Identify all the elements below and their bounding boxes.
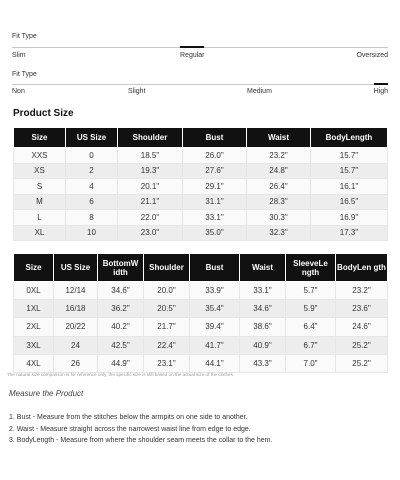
measure-item-body-length: 3. BodyLength - Measure from where the shoulder seam meets the collar to the hem. — [9, 437, 273, 444]
table-cell: 8 — [66, 210, 118, 226]
table-cell: 36.2" — [98, 300, 144, 318]
size-disclaimer-note: The natural size comparison is for reference only, the specific size is still based on the actual size of the clothes. — [7, 372, 235, 377]
size-table-plus — [13, 253, 388, 373]
table-cell: 41.7" — [190, 336, 240, 354]
table-cell: 15.7" — [311, 148, 388, 164]
table-row — [14, 318, 388, 336]
fit-scale-line — [12, 84, 388, 85]
fit-option-non: Non — [12, 88, 25, 95]
table-cell: 21.7" — [144, 318, 190, 336]
table-cell: 42.5" — [98, 336, 144, 354]
table-cell: 6.7" — [286, 336, 336, 354]
table-cell: 16.5" — [311, 194, 388, 210]
table-cell: 1XL — [14, 300, 54, 318]
fit-type-label: Fit Type — [12, 71, 37, 78]
table-cell: 17.3" — [311, 225, 388, 241]
table-cell: 22.4" — [144, 336, 190, 354]
table-cell: S — [14, 179, 66, 195]
fit-type-stretch — [0, 65, 400, 100]
table-header-row — [14, 128, 388, 148]
table-cell: XS — [14, 163, 66, 179]
table-cell: M — [14, 194, 66, 210]
table-cell: 20/22 — [54, 318, 98, 336]
table-cell: 16.1" — [311, 179, 388, 195]
table-cell: 26.0" — [183, 148, 247, 164]
table-cell: XL — [14, 225, 66, 241]
table-cell: 20.5" — [144, 300, 190, 318]
table-cell: 27.6" — [183, 163, 247, 179]
header-body-length: BodyLength — [311, 128, 388, 148]
measure-item-waist: 2. Waist - Measure straight across the narrowest waist line from edge to edge. — [9, 425, 251, 433]
fit-type-slim-regular-oversized — [0, 0, 400, 65]
table-cell: 23.2" — [336, 282, 388, 300]
product-size-title: Product Size — [13, 108, 74, 119]
table-cell: 7.0" — [286, 354, 336, 372]
table-cell: 24.6" — [336, 318, 388, 336]
table-cell: 19.3" — [118, 163, 183, 179]
header-waist: Waist — [247, 128, 311, 148]
fit-option-slim: Slim — [12, 52, 26, 59]
fit-type-label: Fit Type — [12, 33, 37, 40]
table-cell: 34.6" — [98, 282, 144, 300]
fit-option-regular: Regular — [180, 52, 205, 59]
table-cell: 23.1" — [144, 354, 190, 372]
table-cell: 44.9" — [98, 354, 144, 372]
table-cell: 6.4" — [286, 318, 336, 336]
header-sleeve-length: SleeveLe ngth — [286, 254, 336, 282]
table-header-row — [14, 254, 388, 282]
table-cell: 4 — [66, 179, 118, 195]
table-cell: 40.2" — [98, 318, 144, 336]
table-cell: 44.1" — [190, 354, 240, 372]
table-cell: 25.2" — [336, 336, 388, 354]
table-cell: 2XL — [14, 318, 54, 336]
table-cell: 31.1" — [183, 194, 247, 210]
fit-option-high: High — [373, 88, 388, 95]
table-cell: 16.9" — [311, 210, 388, 226]
table-row — [14, 194, 388, 210]
table-cell: 29.1" — [183, 179, 247, 195]
table-cell: 18.5" — [118, 148, 183, 164]
table-cell: 30.3" — [247, 210, 311, 226]
measure-title: Measure the Product — [9, 389, 84, 398]
table-cell: 24.8" — [247, 163, 311, 179]
header-bust: Bust — [190, 254, 240, 282]
size-table-regular — [13, 127, 388, 241]
table-row — [14, 210, 388, 226]
header-body-length: BodyLen gth — [336, 254, 388, 282]
table-cell: 23.2" — [247, 148, 311, 164]
fit-option-slight: Slight — [128, 88, 146, 95]
header-bottom-width: BottomW idth — [98, 254, 144, 282]
header-us-size: US Size — [54, 254, 98, 282]
table-cell: 15.7" — [311, 163, 388, 179]
table-cell: 3XL — [14, 336, 54, 354]
table-row — [14, 282, 388, 300]
table-row — [14, 163, 388, 179]
table-row — [14, 179, 388, 195]
table-cell: 23.6" — [336, 300, 388, 318]
header-size: Size — [14, 128, 66, 148]
table-cell: 23.0" — [118, 225, 183, 241]
fit-option-oversized: Oversized — [356, 52, 388, 59]
header-waist: Waist — [240, 254, 286, 282]
table-cell: 10 — [66, 225, 118, 241]
header-shoulder: Shoulder — [118, 128, 183, 148]
table-cell: 16/18 — [54, 300, 98, 318]
table-cell: 5.9" — [286, 300, 336, 318]
table-cell: L — [14, 210, 66, 226]
table-row — [14, 300, 388, 318]
table-cell: 26.4" — [247, 179, 311, 195]
table-row — [14, 354, 388, 372]
table-cell: 33.1" — [183, 210, 247, 226]
table-row — [14, 336, 388, 354]
header-us-size: US Size — [66, 128, 118, 148]
table-cell: 40.9" — [240, 336, 286, 354]
table-cell: 0XL — [14, 282, 54, 300]
header-shoulder: Shoulder — [144, 254, 190, 282]
table-row — [14, 148, 388, 164]
table-cell: 2 — [66, 163, 118, 179]
table-cell: 12/14 — [54, 282, 98, 300]
table-cell: 5.7" — [286, 282, 336, 300]
table-cell: 21.1" — [118, 194, 183, 210]
measure-item-bust: 1. Bust - Measure from the stitches below the armpits on one side to another. — [9, 414, 248, 421]
fit-selected-marker — [180, 46, 204, 48]
table-cell: 25.2" — [336, 354, 388, 372]
table-cell: 33.1" — [240, 282, 286, 300]
table-cell: 43.3" — [240, 354, 286, 372]
table-cell: XXS — [14, 148, 66, 164]
table-cell: 34.6" — [240, 300, 286, 318]
table-cell: 0 — [66, 148, 118, 164]
table-cell: 6 — [66, 194, 118, 210]
measure-instructions — [9, 412, 272, 447]
table-cell: 22.0" — [118, 210, 183, 226]
table-row — [14, 225, 388, 241]
table-cell: 20.1" — [118, 179, 183, 195]
table-cell: 33.9" — [190, 282, 240, 300]
header-bust: Bust — [183, 128, 247, 148]
table-cell: 35.0" — [183, 225, 247, 241]
header-size: Size — [14, 254, 54, 282]
table-cell: 39.4" — [190, 318, 240, 336]
table-cell: 32.3" — [247, 225, 311, 241]
table-cell: 38.6" — [240, 318, 286, 336]
table-cell: 26 — [54, 354, 98, 372]
table-cell: 24 — [54, 336, 98, 354]
table-cell: 20.0" — [144, 282, 190, 300]
fit-option-medium: Medium — [247, 88, 272, 95]
table-cell: 35.4" — [190, 300, 240, 318]
table-cell: 4XL — [14, 354, 54, 372]
fit-selected-marker — [374, 83, 388, 85]
table-cell: 28.3" — [247, 194, 311, 210]
